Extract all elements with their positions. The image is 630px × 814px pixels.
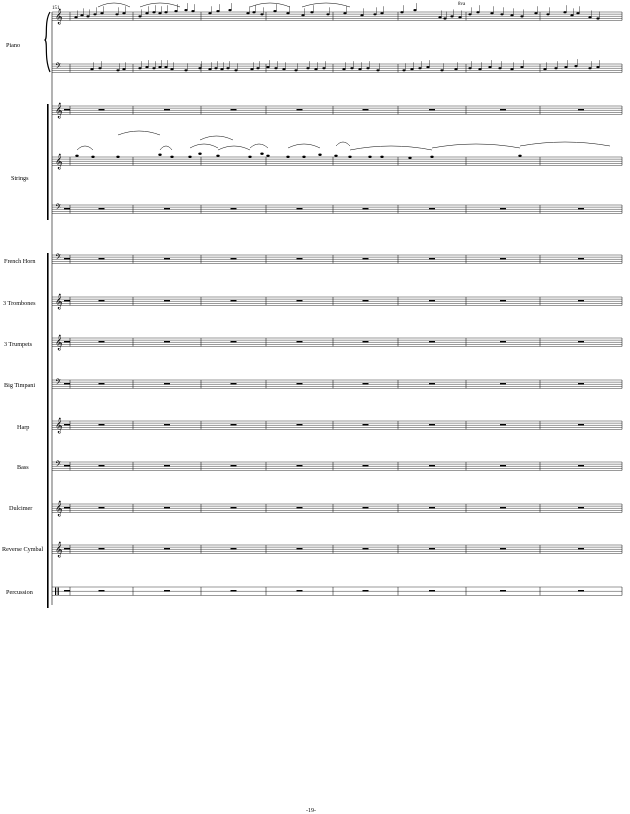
- note-head: [286, 12, 289, 14]
- slur: [288, 144, 320, 148]
- measure-rest: [99, 507, 105, 509]
- slur: [160, 146, 172, 150]
- note-head: [216, 155, 219, 157]
- note-head: [100, 12, 103, 14]
- slur: [250, 144, 268, 148]
- treble-clef-icon: 𝄞: [55, 501, 63, 517]
- measure-rest: [297, 424, 303, 426]
- note-head: [310, 11, 313, 13]
- slurs: [77, 0, 610, 150]
- label-bass: Bass: [17, 464, 29, 471]
- note-head: [490, 12, 493, 14]
- note-head: [438, 16, 441, 18]
- note-head: [75, 155, 78, 157]
- measure-rest: [231, 208, 237, 210]
- note-head: [343, 12, 346, 14]
- note-head: [366, 67, 369, 69]
- note-head: [164, 66, 167, 68]
- note-head: [220, 68, 223, 70]
- note-head: [443, 17, 446, 19]
- note-head: [510, 68, 513, 70]
- measure-rest: [164, 548, 170, 550]
- measure-rest: [363, 258, 369, 260]
- slur: [77, 146, 93, 150]
- note-head: [214, 67, 217, 69]
- ottava-mark: 8va: [458, 2, 466, 7]
- measure-rest: [164, 109, 170, 111]
- measure-rest: [363, 109, 369, 111]
- measure-rest: [429, 300, 435, 302]
- measure-rest: [297, 208, 303, 210]
- measure-rest: [429, 548, 435, 550]
- measure-rests: [64, 109, 584, 592]
- note-head: [373, 13, 376, 15]
- note-head: [334, 155, 337, 157]
- measure-rest: [429, 208, 435, 210]
- note-head: [520, 15, 523, 17]
- measure-rest: [578, 465, 584, 467]
- measure-rest: [297, 465, 303, 467]
- slur: [118, 131, 160, 135]
- note-head: [74, 16, 77, 18]
- note-head: [188, 156, 191, 158]
- measure-rest: [578, 590, 584, 592]
- label-piano: Piano: [6, 42, 21, 49]
- measure-rest: [64, 109, 70, 111]
- note-head: [115, 13, 118, 15]
- slur: [98, 3, 130, 7]
- note-head: [510, 14, 513, 16]
- measure-rest: [64, 383, 70, 385]
- measure-rest: [500, 548, 506, 550]
- note-head: [570, 14, 573, 16]
- measure-rest: [231, 424, 237, 426]
- note-head: [408, 157, 411, 159]
- note-head: [174, 10, 177, 12]
- measure-rest: [363, 341, 369, 343]
- slur: [140, 3, 180, 7]
- measure-rest: [64, 258, 70, 260]
- note-head: [116, 156, 119, 158]
- note-head: [500, 13, 503, 15]
- note-head: [360, 14, 363, 16]
- note-head: [430, 156, 433, 158]
- measure-rest: [64, 208, 70, 210]
- note-head: [90, 68, 93, 70]
- measure-rest: [363, 300, 369, 302]
- note-head: [158, 12, 161, 14]
- measure-rest: [578, 300, 584, 302]
- measure-rest: [500, 109, 506, 111]
- note-head: [122, 12, 125, 14]
- note-head: [260, 153, 263, 155]
- measure-rest: [231, 548, 237, 550]
- note-head: [546, 13, 549, 15]
- note-head: [198, 67, 201, 69]
- note-head: [208, 68, 211, 70]
- note-head: [256, 67, 259, 69]
- measure-rest: [164, 507, 170, 509]
- note-head: [342, 68, 345, 70]
- measure-rest: [231, 465, 237, 467]
- measure-rest: [99, 465, 105, 467]
- label-harp: Harp: [17, 424, 30, 431]
- measure-rest: [99, 341, 105, 343]
- note-head: [98, 67, 101, 69]
- measure-rest: [64, 590, 70, 592]
- measure-rest: [231, 109, 237, 111]
- bass-clef-icon: 𝄢: [55, 203, 62, 215]
- treble-clef-icon: 𝄞: [55, 542, 63, 558]
- note-head: [458, 16, 461, 18]
- note-head: [306, 67, 309, 69]
- measure-rest: [99, 300, 105, 302]
- slur: [200, 136, 233, 140]
- note-head: [252, 11, 255, 13]
- measure-rest: [99, 109, 105, 111]
- label-strings: Strings: [11, 175, 29, 182]
- page-number: -19-: [306, 808, 316, 814]
- measure-rest: [500, 383, 506, 385]
- measure-rest: [297, 109, 303, 111]
- note-head: [158, 154, 161, 156]
- note-head: [314, 68, 317, 70]
- measure-rest: [164, 208, 170, 210]
- note-head: [170, 68, 173, 70]
- note-head: [520, 66, 523, 68]
- note-head: [358, 68, 361, 70]
- bass-clef-icon: 𝄢: [55, 378, 62, 390]
- note-head: [138, 15, 141, 17]
- measure-rest: [231, 590, 237, 592]
- measure-rest: [164, 465, 170, 467]
- label-trumpets: 3 Trumpets: [4, 341, 33, 348]
- orchestra-bracket: [47, 253, 49, 608]
- note-head: [350, 67, 353, 69]
- treble-clef-icon: 𝄞: [55, 335, 63, 351]
- note-head: [410, 68, 413, 70]
- note-head: [450, 15, 453, 17]
- percussion-clef-icon: [58, 588, 59, 596]
- note-head: [260, 13, 263, 15]
- note-head: [250, 68, 253, 70]
- measure-rest: [500, 590, 506, 592]
- note-head: [576, 12, 579, 14]
- note-head: [488, 66, 491, 68]
- measure-rest: [231, 300, 237, 302]
- measure-rest: [500, 465, 506, 467]
- measure-rest: [164, 424, 170, 426]
- measure-rest: [578, 109, 584, 111]
- note-head: [228, 9, 231, 11]
- measure-rest: [99, 424, 105, 426]
- note-head: [302, 156, 305, 158]
- treble-clef-icon: 𝄞: [55, 418, 63, 434]
- note-head: [93, 13, 96, 15]
- measure-rest: [363, 208, 369, 210]
- note-head: [191, 10, 194, 12]
- note-head: [286, 156, 289, 158]
- note-head: [301, 14, 304, 16]
- measure-rest: [99, 258, 105, 260]
- note-head: [588, 16, 591, 18]
- note-head: [376, 69, 379, 71]
- measure-number: 151: [52, 6, 60, 11]
- note-head: [294, 69, 297, 71]
- measure-rest: [164, 300, 170, 302]
- note-head: [198, 153, 201, 155]
- note-head: [554, 67, 557, 69]
- measure-rest: [297, 341, 303, 343]
- measure-rest: [429, 341, 435, 343]
- treble-clef-icon: 𝄞: [55, 9, 63, 25]
- measure-rest: [231, 341, 237, 343]
- note-head: [518, 155, 521, 157]
- note-head: [468, 67, 471, 69]
- note-head: [152, 67, 155, 69]
- measure-rest: [297, 300, 303, 302]
- note-head: [534, 12, 537, 14]
- measure-rest: [99, 208, 105, 210]
- measure-rest: [297, 383, 303, 385]
- note-head: [468, 13, 471, 15]
- measure-rest: [164, 383, 170, 385]
- note-heads: [74, 3, 599, 159]
- note-head: [164, 11, 167, 13]
- note-head: [208, 12, 211, 14]
- note-head: [246, 12, 249, 14]
- label-reverse-cymbal: Reverse Cymbal: [2, 546, 44, 553]
- measure-rest: [500, 424, 506, 426]
- measure-rest: [231, 507, 237, 509]
- note-head: [282, 68, 285, 70]
- note-head: [184, 69, 187, 71]
- note-head: [145, 66, 148, 68]
- label-timpani: Big Timpani: [4, 382, 36, 389]
- measure-rest: [500, 208, 506, 210]
- measure-rest: [500, 507, 506, 509]
- note-head: [380, 12, 383, 14]
- slur: [520, 142, 610, 146]
- label-trombones: 3 Trombones: [3, 300, 36, 307]
- measure-rest: [500, 300, 506, 302]
- label-dulcimer: Dulcimer: [9, 505, 33, 512]
- measure-rest: [363, 383, 369, 385]
- slur: [218, 146, 250, 150]
- measure-rest: [164, 590, 170, 592]
- note-head: [413, 9, 416, 11]
- slur: [190, 144, 218, 148]
- note-head: [400, 11, 403, 13]
- measure-rest: [578, 208, 584, 210]
- measure-rest: [164, 341, 170, 343]
- measure-rest: [429, 258, 435, 260]
- measure-rest: [578, 341, 584, 343]
- note-head: [563, 11, 566, 13]
- note-head: [122, 68, 125, 70]
- measure-rest: [429, 383, 435, 385]
- system-brackets: [45, 12, 52, 608]
- note-head: [402, 69, 405, 71]
- slur: [432, 144, 520, 148]
- strings-bracket: [47, 104, 49, 220]
- label-percussion: Percussion: [6, 589, 33, 596]
- treble-clef-icon: 𝄞: [55, 294, 63, 310]
- measure-rest: [363, 507, 369, 509]
- slur: [350, 146, 432, 150]
- measure-rest: [64, 548, 70, 550]
- note-head: [476, 11, 479, 13]
- note-head: [116, 69, 119, 71]
- note-head: [152, 11, 155, 13]
- note-head: [138, 67, 141, 69]
- note-head: [543, 68, 546, 70]
- note-head: [226, 67, 229, 69]
- note-head: [498, 67, 501, 69]
- measure-rest: [64, 424, 70, 426]
- note-head: [184, 9, 187, 11]
- note-head: [418, 67, 421, 69]
- slur: [336, 142, 350, 146]
- note-head: [380, 156, 383, 158]
- measure-rest: [578, 507, 584, 509]
- measure-rest: [99, 590, 105, 592]
- measure-rest: [500, 341, 506, 343]
- measure-rest: [64, 465, 70, 467]
- measure-rest: [64, 507, 70, 509]
- slur: [250, 3, 290, 7]
- note-head: [348, 156, 351, 158]
- piano-brace: [45, 12, 50, 72]
- measure-rest: [578, 258, 584, 260]
- note-head: [170, 156, 173, 158]
- bass-clef-icon: 𝄢: [55, 253, 62, 265]
- note-head: [368, 156, 371, 158]
- measure-rest: [64, 341, 70, 343]
- note-head: [318, 154, 321, 156]
- measure-rest: [363, 465, 369, 467]
- bass-clef-icon: 𝄢: [55, 62, 62, 74]
- note-head: [158, 66, 161, 68]
- barlines: [70, 12, 622, 595]
- note-head: [248, 156, 251, 158]
- note-head: [266, 66, 269, 68]
- note-head: [588, 67, 591, 69]
- measure-rest: [429, 507, 435, 509]
- note-head: [274, 67, 277, 69]
- measure-rest: [164, 258, 170, 260]
- measure-rest: [363, 424, 369, 426]
- measure-rest: [363, 590, 369, 592]
- note-head: [564, 66, 567, 68]
- note-head: [326, 13, 329, 15]
- note-head: [80, 14, 83, 16]
- measure-rest: [99, 383, 105, 385]
- slur: [302, 3, 350, 7]
- measure-rest: [297, 590, 303, 592]
- clefs: [55, 10, 63, 595]
- measure-rest: [231, 383, 237, 385]
- percussion-clef-icon: [55, 588, 56, 596]
- note-head: [426, 66, 429, 68]
- measure-rest: [500, 258, 506, 260]
- note-head: [216, 10, 219, 12]
- note-head: [91, 156, 94, 158]
- note-head: [596, 66, 599, 68]
- bass-clef-icon: 𝄢: [55, 460, 62, 472]
- note-head: [234, 69, 237, 71]
- measure-rest: [429, 590, 435, 592]
- measure-rest: [578, 383, 584, 385]
- measure-rest: [297, 507, 303, 509]
- measure-rest: [297, 258, 303, 260]
- measure-rest: [578, 548, 584, 550]
- note-head: [478, 68, 481, 70]
- measure-rest: [363, 548, 369, 550]
- treble-clef-icon: 𝄞: [55, 103, 63, 119]
- measure-rest: [231, 258, 237, 260]
- note-head: [266, 155, 269, 157]
- measure-rest: [99, 548, 105, 550]
- measure-rest: [578, 424, 584, 426]
- note-head: [86, 15, 89, 17]
- note-head: [145, 12, 148, 14]
- measure-rest: [64, 300, 70, 302]
- label-french-horn: French Horn: [4, 258, 36, 265]
- note-head: [454, 68, 457, 70]
- note-head: [322, 67, 325, 69]
- measure-rest: [429, 109, 435, 111]
- note-head: [440, 69, 443, 71]
- measure-rest: [429, 424, 435, 426]
- staff-lines: [52, 9, 622, 595]
- treble-clef-icon: 𝄞: [55, 154, 63, 170]
- note-head: [574, 65, 577, 67]
- measure-rest: [429, 465, 435, 467]
- note-head: [273, 10, 276, 12]
- measure-rest: [297, 548, 303, 550]
- note-head: [596, 17, 599, 19]
